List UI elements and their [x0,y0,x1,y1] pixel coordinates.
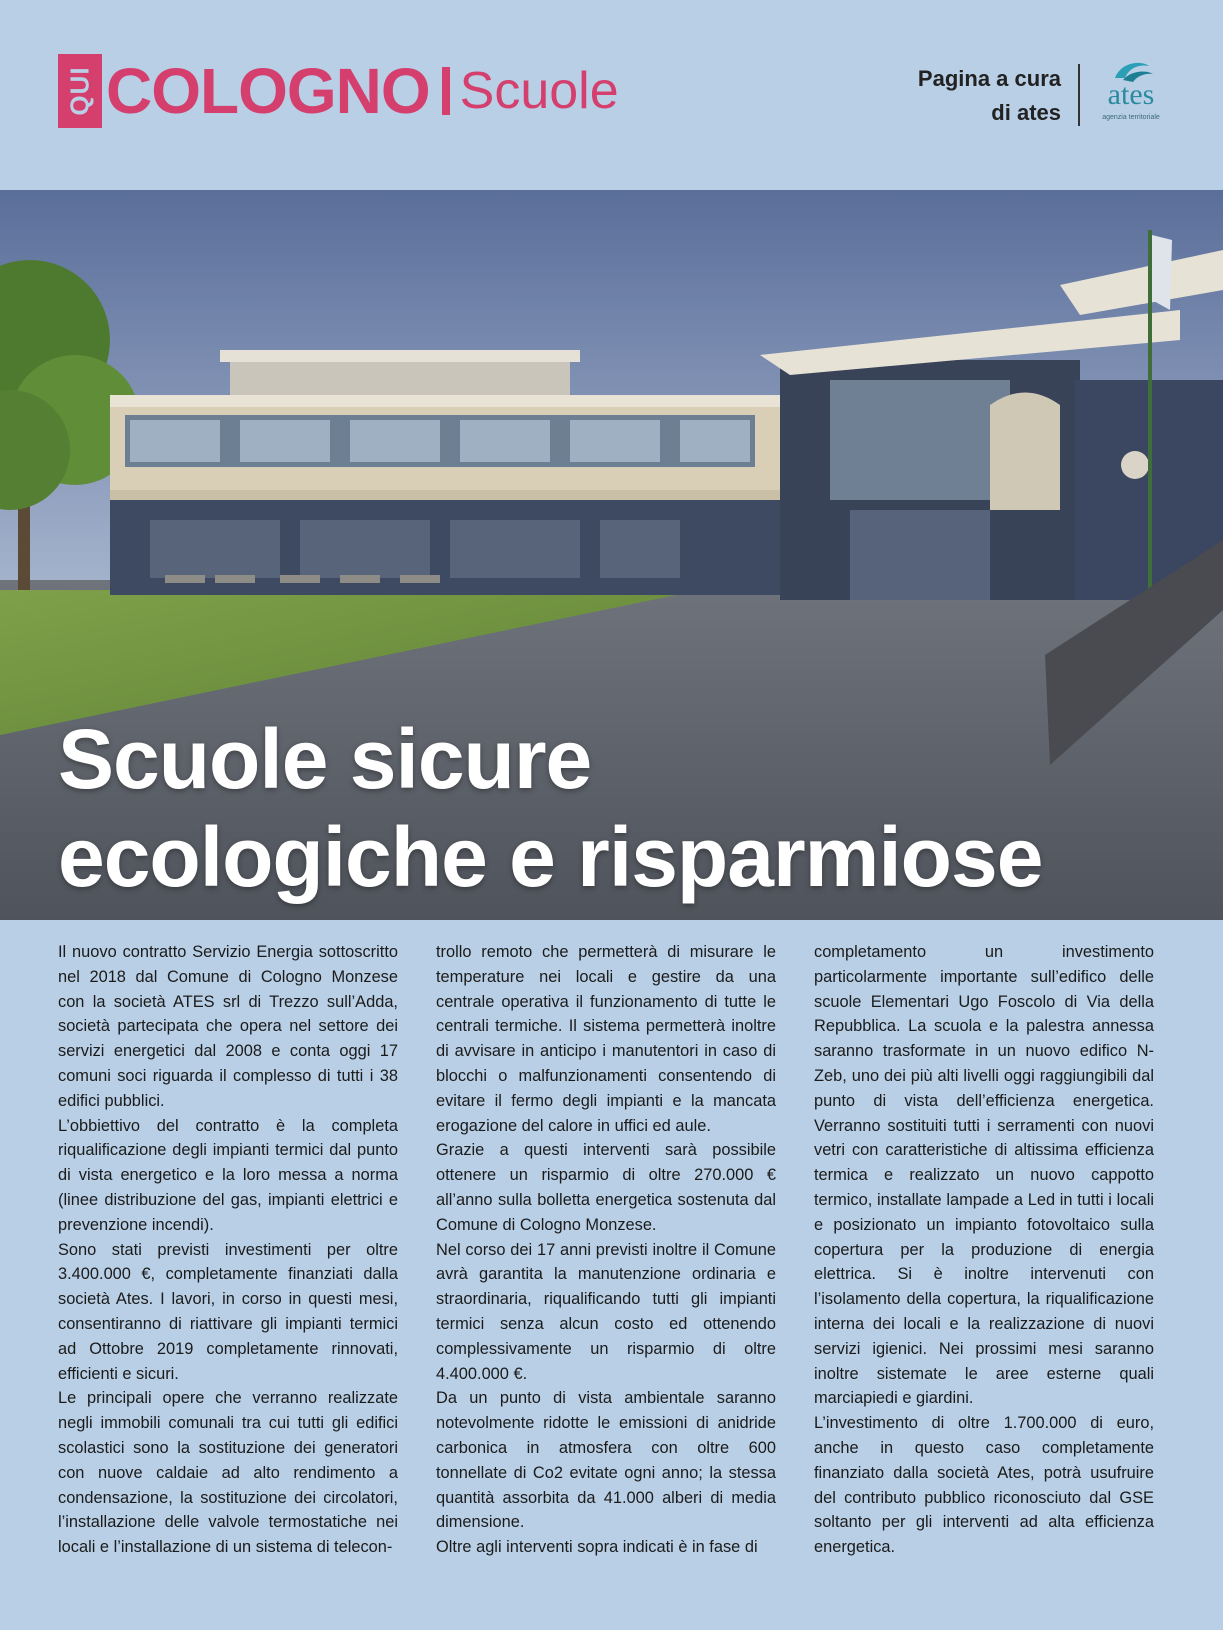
page-header [0,0,1223,190]
headline-line-1: Scuole sicure [58,712,592,806]
paragraph: Nel corso dei 17 anni previsti inoltre il Comune avrà garantita la manutenzione ordinaria e straordinaria, riqualificando tutti gli impianti termici senza alcun costo ed ottenendo complessivamente un risparmio di oltre 4.400.000 €. [436,1240,776,1383]
ates-logo [1095,56,1167,126]
headline-line-2: ecologiche e risparmiose [58,810,1043,904]
article-column-2 [436,940,776,1560]
paragraph: L’obbiettivo del contratto è la completa riqualificazione degli impianti termici dal punto di vista energetico e la loro messa a norma (linee distribuzione del gas, impianti elettrici e prevenzione incendi). [58,1116,398,1234]
paragraph: Grazie a questi interventi sarà possibile ottenere un risparmio di oltre 270.000 € all’anno sulla bolletta energetica sostenuta dal Comune di Cologno Monzese. [436,1141,776,1234]
paragraph: Oltre agli interventi sopra indicati è in fase di [436,1538,758,1557]
headline [58,710,1042,906]
article-body [58,940,1164,1630]
qui-block [58,54,102,128]
section-masthead [58,54,619,128]
page-credit [918,62,1061,130]
credit-line-2: di ates [991,100,1061,125]
credit-divider [1078,64,1080,126]
ates-logo-tagline: agenzia territoriale [1102,114,1160,121]
credit-line-1: Pagina a cura [917,66,1061,91]
paragraph: L’investimento di oltre 1.700.000 di euro, anche in questo caso completamente finanziato dalla società Ates, potrà usufruire del contributo pubblico riconosciuto dal GSE soltanto per gli interventi ad alta efficienza energetica. [814,1414,1154,1557]
hero-image [0,190,1223,920]
article-column-3 [814,940,1154,1560]
paragraph: Il nuovo contratto Servizio Energia sottoscritto nel 2018 dal Comune di Cologno Monzese con la società ATES srl di Trezzo sull’Adda, società partecipata che opera nel settore dei servizi energetici dal 2008 e conta oggi 17 comuni soci riguarda il complesso di tutti i 38 edifici pubblici. [58,943,398,1110]
section-name: Scuole [459,62,619,120]
paragraph: Sono stati previsti investimenti per oltre 3.400.000 €, completamente finanziati dalla società Ates. I lavori, in corso in questi mesi, consentiranno di riattivare gli impianti termici ad Ottobre 2019 completamente rinnovati, efficienti e sicuri. [58,1240,398,1383]
town-name: COLOGNO [106,55,430,127]
qui-label: QUI [64,66,95,116]
paragraph: Le principali opere che verranno realizzate negli immobili comunali tra cui tutti gli edifici scolastici sono la sostituzione dei generatori con nuove caldaie ad alto rendimento a condensazione, la sostituzione dei circolatori, l’installazione delle valvole termostatiche nei locali e l’installazione di un sistema di telecon- [58,1389,398,1557]
paragraph: Da un punto di vista ambientale saranno notevolmente ridotte le emissioni di anidride carbonica in atmosfera con oltre 600 tonnellate di Co2 evitate ogni anno; la stessa quantità assorbita da 41.000 alberi di media dimensione. [436,1389,776,1532]
paragraph: completamento un investimento particolarmente importante sull’edifico delle scuole Elementari Ugo Foscolo di Via della Repubblica. La scuola e la palestra annessa saranno trasformate in un nuovo edifico N-Zeb, uno dei più alti livelli oggi raggiungibili dal punto di vista dell’efficienza energetica. Verranno sostituiti tutti i serramenti con nuovi vetri con caratteristiche di altissima efficienza termica e realizzato un nuovo cappotto termico, installate lampade a Led in tutti i locali e posizionato un impianto fotovoltaico sulla copertura per la produzione di energia elettrica. Si è inoltre intervenuti con l’isolamento della copertura, la riqualificazione interna dei locali e la realizzazione di nuovi servizi igienici. Nei prossimi mesi saranno inoltre sistemate le aree esterne quali marciapiedi e giardini. [814,943,1154,1408]
article-column-1 [58,940,398,1560]
masthead-divider [442,67,450,115]
ates-logo-text: ates [1107,78,1155,111]
paragraph: trollo remoto che permetterà di misurare le temperature nei locali e gestire da una centrale operativa il funzionamento di tutte le centrali termiche. Il sistema permetterà inoltre di avvisare in anticipo i manutentori in caso di blocchi o malfunzionamenti consentendo di evitare il fermo degli impianti e la mancata erogazione del calore in uffici ed aule. [436,943,776,1135]
